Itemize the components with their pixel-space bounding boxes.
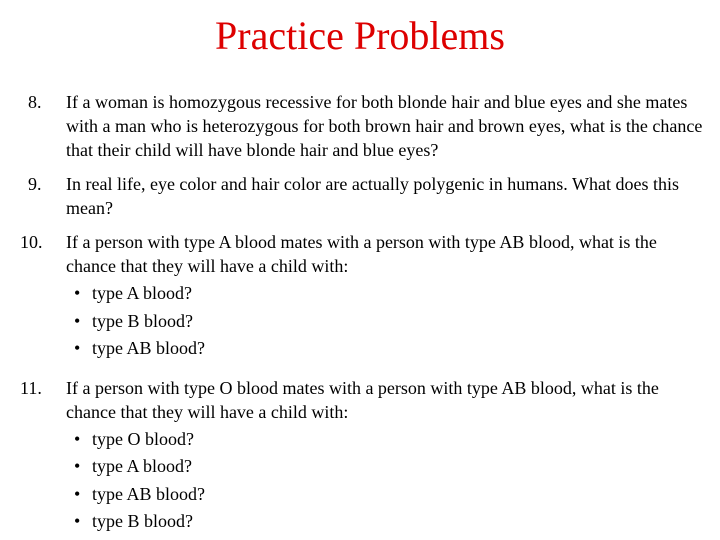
bullet-item: [74, 309, 720, 337]
problem-9: [0, 172, 720, 220]
bullet-text: type AB blood?: [92, 483, 205, 504]
bullet-icon: •: [74, 456, 81, 476]
bullet-item: [74, 454, 720, 482]
bullet-text: type B blood?: [92, 310, 193, 331]
bullet-item: [74, 336, 720, 364]
bullet-text: type A blood?: [92, 456, 192, 476]
bullet-icon: •: [74, 483, 81, 504]
problem-number: 11.: [20, 377, 42, 398]
bullet-item: [74, 281, 720, 309]
problem-text: If a person with type A blood mates with a person with type AB blood, what is the chance that they will have a child with:: [66, 232, 657, 276]
bullet-list: [0, 427, 720, 537]
problem-8: [0, 90, 720, 162]
problem-text: If a person with type O blood mates with a person with type AB blood, what is the chance that they will have a child with:: [66, 377, 659, 422]
bullet-icon: •: [74, 511, 81, 531]
bullet-text: type A blood?: [92, 283, 192, 303]
problem-number: 8.: [28, 92, 42, 112]
bullet-icon: •: [74, 283, 81, 303]
bullet-icon: •: [74, 428, 81, 449]
problem-number: 10.: [20, 232, 43, 252]
slide-title: Practice Problems: [215, 13, 505, 58]
problem-10: [0, 230, 720, 364]
bullet-text: type AB blood?: [92, 338, 205, 358]
problem-text: In real life, eye color and hair color are actually polygenic in humans. What does this mean?: [66, 174, 679, 218]
bullet-list: [0, 281, 720, 364]
problem-11: [0, 376, 720, 537]
bullet-icon: •: [74, 310, 81, 331]
bullet-text: type B blood?: [92, 511, 193, 531]
bullet-item: [74, 482, 720, 510]
bullet-text: type O blood?: [92, 428, 194, 449]
problem-number: 9.: [28, 174, 42, 194]
bullet-item: [74, 427, 720, 455]
problem-text: If a woman is homozygous recessive for both blonde hair and blue eyes and she mates with a man who is heterozygous for both brown hair and brown eyes, what is the chance that their child will have blonde hair and blue eyes?: [66, 92, 703, 160]
problem-list: [0, 90, 720, 537]
bullet-item: [74, 509, 720, 537]
bullet-icon: •: [74, 338, 81, 358]
